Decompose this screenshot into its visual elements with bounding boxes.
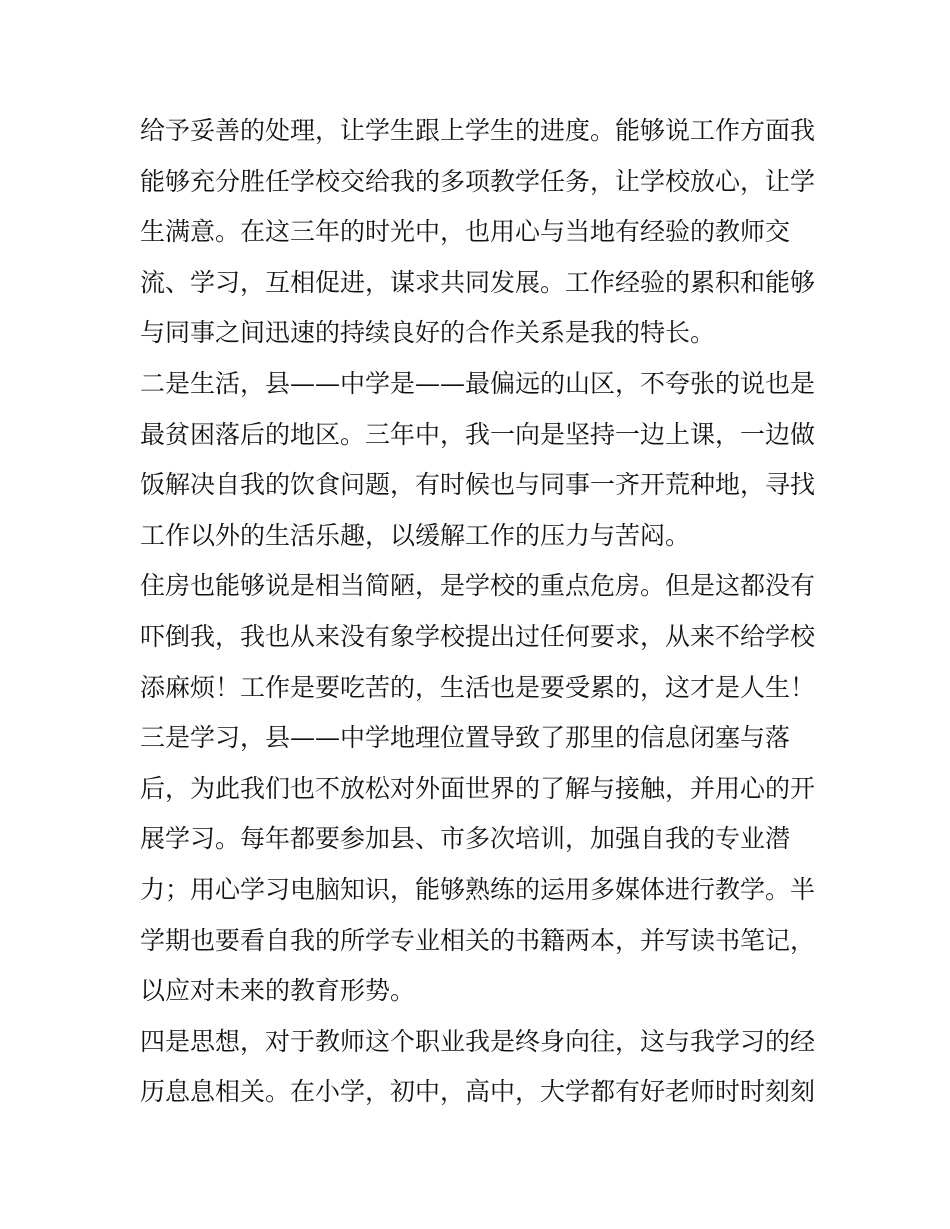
document-body [140, 106, 820, 1118]
text-line-17: 学期也要看自我的所学专业相关的书籍两本，并写读书笔记， [140, 925, 816, 955]
text-line-14: 后，为此我们也不放松对外面世界的了解与接触，并用心的开 [140, 773, 816, 803]
text-line-9: 工作以外的生活乐趣，以缓解工作的压力与苦闷。 [140, 520, 691, 550]
text-line-16: 力；用心学习电脑知识，能够熟练的运用多媒体进行教学。半 [140, 874, 816, 904]
text-line-12: 添麻烦！工作是要吃苦的，生活也是要受累的，这才是人生！ [140, 672, 816, 702]
text-line-5: 与同事之间迅速的持续良好的合作关系是我的特长。 [140, 318, 716, 348]
text-line-7: 最贫困落后的地区。三年中，我一向是坚持一边上课，一边做 [140, 419, 816, 449]
text-line-4: 流、学习，互相促进，谋求共同发展。工作经验的累积和能够 [140, 267, 816, 297]
text-line-8: 饭解决自我的饮食问题，有时候也与同事一齐开荒种地，寻找 [140, 470, 816, 500]
text-line-1: 给予妥善的处理，让学生跟上学生的进度。能够说工作方面我 [140, 116, 816, 145]
text-line-11: 吓倒我，我也从来没有象学校提出过任何要求，从来不给学校 [140, 621, 816, 651]
text-line-2: 能够充分胜任学校交给我的多项教学任务，让学校放心，让学 [140, 166, 816, 196]
text-line-15: 展学习。每年都要参加县、市多次培训，加强自我的专业潜 [140, 824, 791, 854]
text-line-10: 住房也能够说是相当简陋，是学校的重点危房。但是这都没有 [140, 571, 816, 601]
text-line-19: 四是思想，对于教师这个职业我是终身向往，这与我学习的经 [140, 1026, 816, 1056]
text-line-13: 三是学习，县——中学地理位置导致了那里的信息闭塞与落 [140, 723, 791, 753]
text-line-20: 历息息相关。在小学，初中，高中，大学都有好老师时时刻刻 [140, 1077, 816, 1107]
text-line-6: 二是生活，县——中学是——最偏远的山区，不夸张的说也是 [140, 368, 816, 398]
text-line-3: 生满意。在这三年的时光中，也用心与当地有经验的教师交 [140, 217, 791, 247]
text-line-18: 以应对未来的教育形势。 [140, 976, 416, 1006]
